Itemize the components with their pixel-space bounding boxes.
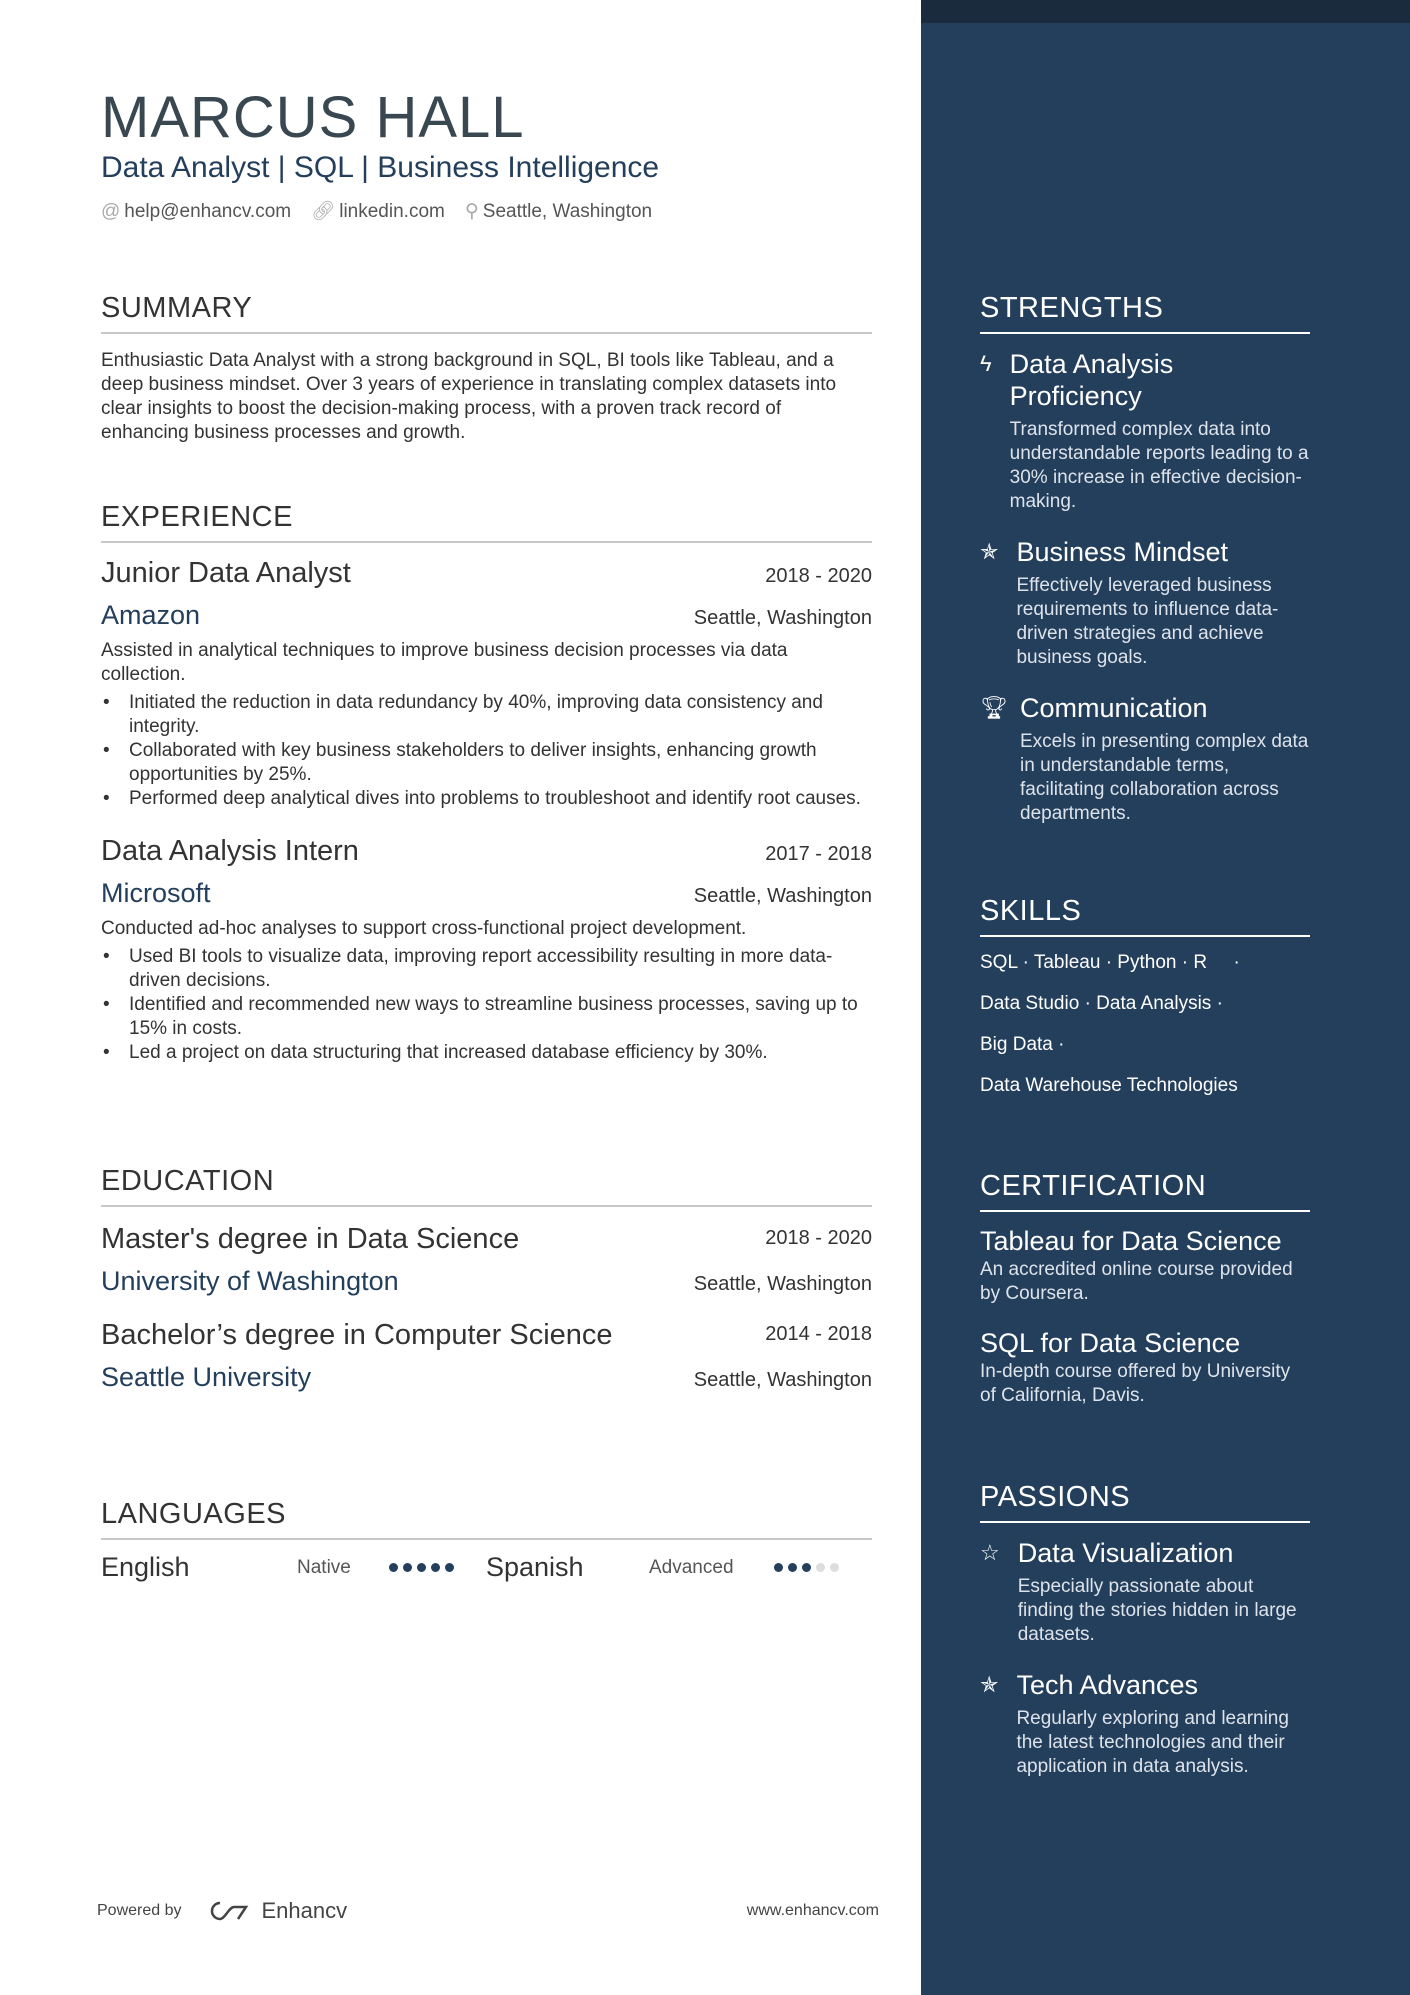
section-heading: EDUCATION xyxy=(101,1163,872,1207)
level-dot xyxy=(445,1563,454,1572)
company: Microsoft xyxy=(101,878,211,908)
experience-section xyxy=(101,499,872,1065)
linkedin[interactable] xyxy=(311,200,445,224)
job-bullet: • Identified and recommended new ways to streamline business processes, saving up to 15% in costs. xyxy=(101,993,872,1041)
job-location: Seattle, Washington xyxy=(693,607,872,629)
section-heading: PASSIONS xyxy=(980,1479,1310,1523)
edu-dates: 2014 - 2018 xyxy=(765,1323,872,1345)
passions-section xyxy=(980,1479,1310,1779)
language-level: Native xyxy=(297,1556,351,1578)
star-half-icon: ✯ xyxy=(980,1672,999,1697)
sidebar-top-band xyxy=(921,0,1410,23)
skills-row: Data Warehouse Technologies xyxy=(980,1075,1238,1096)
language-level-dots xyxy=(774,1563,839,1572)
email-text: help@enhancv.com xyxy=(124,201,292,222)
language-item xyxy=(486,1552,871,1583)
strength-item xyxy=(980,536,1310,670)
location-pin-icon: ⚲ xyxy=(464,201,479,222)
language-level: Advanced xyxy=(649,1556,734,1578)
summary-section xyxy=(101,290,872,445)
trophy-icon: 🏆︎ xyxy=(980,695,1008,720)
link-text: linkedin.com xyxy=(339,201,445,222)
job-bullet: • Performed deep analytical dives into problems to troubleshoot and identify root causes. xyxy=(101,787,872,811)
job-bullet: • Collaborated with key business stakeholders to deliver insights, enhancing growth opportunities by 25%. xyxy=(101,739,872,787)
company: Amazon xyxy=(101,600,201,630)
job-entry xyxy=(101,833,872,1065)
strength-description: Transformed complex data into understandable reports leading to a 30% increase in effective decision-making. xyxy=(1009,419,1309,512)
language-level-dots xyxy=(389,1563,454,1572)
language-name: Spanish xyxy=(486,1552,584,1582)
certification-description: An accredited online course provided by Coursera. xyxy=(980,1259,1293,1304)
level-dot xyxy=(774,1563,783,1572)
degree: Bachelor’s degree in Computer Science xyxy=(101,1319,613,1351)
job-bullet: • Used BI tools to visualize data, improving report accessibility resulting in more data-driven decisions. xyxy=(101,945,872,993)
strength-description: Excels in presenting complex data in understandable terms, facilitating collaboration across departments. xyxy=(1020,731,1309,824)
certification-description: In-depth course offered by University of California, Davis. xyxy=(980,1361,1291,1406)
email[interactable] xyxy=(101,200,291,224)
edu-location: Seattle, Washington xyxy=(693,1369,872,1391)
job-bullet: • Initiated the reduction in data redundancy by 40%, improving data consistency and integrity. xyxy=(101,691,872,739)
job-title: Data Analysis Intern xyxy=(101,835,359,867)
passion-description: Especially passionate about finding the stories hidden in large datasets. xyxy=(1017,1576,1297,1645)
section-heading: LANGUAGES xyxy=(101,1496,872,1540)
enhancv-logo-icon xyxy=(208,1899,254,1923)
star-icon: ☆ xyxy=(980,1540,1000,1565)
star-half-icon: ✯ xyxy=(980,539,999,564)
certification-item xyxy=(980,1326,1310,1408)
level-dot xyxy=(816,1563,825,1572)
strength-title: Data Analysis Proficiency xyxy=(1009,349,1174,411)
summary-text: Enthusiastic Data Analyst with a strong background in SQL, BI tools like Tableau, and a deep business mindset. Over 3 years of experience in translating complex datasets into clear insights to boost the decision-making process, with a proven track record of enhancing business processes and growth. xyxy=(101,350,837,443)
edu-location: Seattle, Washington xyxy=(693,1273,872,1295)
school: Seattle University xyxy=(101,1362,312,1392)
link-icon: 🔗︎ xyxy=(311,201,336,222)
passion-item xyxy=(980,1537,1310,1647)
level-dot xyxy=(830,1563,839,1572)
certification-title: SQL for Data Science xyxy=(980,1328,1241,1358)
candidate-name: MARCUS HALL xyxy=(101,85,525,150)
level-dot xyxy=(403,1563,412,1572)
language-name: English xyxy=(101,1552,190,1582)
school: University of Washington xyxy=(101,1266,399,1296)
passion-title: Tech Advances xyxy=(1016,1670,1199,1700)
job-dates: 2017 - 2018 xyxy=(765,843,872,865)
strength-description: Effectively leveraged business requirements to influence data-driven strategies and achieve business goals. xyxy=(1016,575,1279,668)
passion-description: Regularly exploring and learning the latest technologies and their application in data analysis. xyxy=(1016,1708,1289,1777)
section-heading: STRENGTHS xyxy=(980,290,1310,334)
education-section xyxy=(101,1163,872,1395)
job-bullet: • Led a project on data structuring that increased database efficiency by 30%. xyxy=(101,1041,872,1065)
edu-dates: 2018 - 2020 xyxy=(765,1227,872,1249)
header xyxy=(101,86,872,224)
footer xyxy=(97,1898,879,1924)
language-item xyxy=(101,1552,486,1583)
job-entry xyxy=(101,555,872,811)
section-heading: SKILLS xyxy=(980,893,1310,937)
section-heading: CERTIFICATION xyxy=(980,1168,1310,1212)
passion-title: Data Visualization xyxy=(1017,1538,1234,1568)
candidate-title: Data Analyst | SQL | Business Intelligence xyxy=(101,151,660,184)
at-icon: @ xyxy=(101,201,121,222)
education-entry xyxy=(101,1221,872,1299)
level-dot xyxy=(802,1563,811,1572)
strength-item xyxy=(980,692,1310,826)
skills-section xyxy=(980,893,1310,1115)
job-title: Junior Data Analyst xyxy=(101,557,351,589)
skills-row: Big Data · xyxy=(980,1034,1065,1055)
level-dot xyxy=(431,1563,440,1572)
location-text: Seattle, Washington xyxy=(482,201,653,222)
job-description: Assisted in analytical techniques to improve business decision processes via data collection. xyxy=(101,640,788,685)
brand-name: Enhancv xyxy=(261,1898,348,1923)
strengths-section xyxy=(980,290,1310,826)
section-heading: SUMMARY xyxy=(101,290,872,334)
degree: Master's degree in Data Science xyxy=(101,1223,520,1255)
skills-row: SQL · Tableau · Python · R · xyxy=(980,952,1240,973)
job-dates: 2018 - 2020 xyxy=(765,565,872,587)
strength-title: Business Mindset xyxy=(1016,537,1229,567)
location xyxy=(465,200,652,224)
level-dot xyxy=(389,1563,398,1572)
enhancv-logo[interactable] xyxy=(208,1898,348,1924)
level-dot xyxy=(788,1563,797,1572)
section-heading: EXPERIENCE xyxy=(101,499,872,543)
strength-title: Communication xyxy=(1020,693,1208,723)
education-entry xyxy=(101,1317,872,1395)
bolt-icon: ϟ xyxy=(980,351,992,376)
level-dot xyxy=(417,1563,426,1572)
passion-item xyxy=(980,1669,1310,1779)
footer-url[interactable]: www.enhancv.com xyxy=(746,1902,879,1919)
certification-title: Tableau for Data Science xyxy=(980,1226,1282,1256)
languages-section xyxy=(101,1496,872,1583)
certification-item xyxy=(980,1224,1310,1306)
skills-row: Data Studio · Data Analysis · xyxy=(980,993,1223,1014)
job-description: Conducted ad-hoc analyses to support cross-functional project development. xyxy=(101,918,747,939)
strength-item xyxy=(980,348,1310,514)
certification-section xyxy=(980,1168,1310,1408)
job-location: Seattle, Washington xyxy=(693,885,872,907)
powered-by: Powered by xyxy=(97,1902,182,1919)
